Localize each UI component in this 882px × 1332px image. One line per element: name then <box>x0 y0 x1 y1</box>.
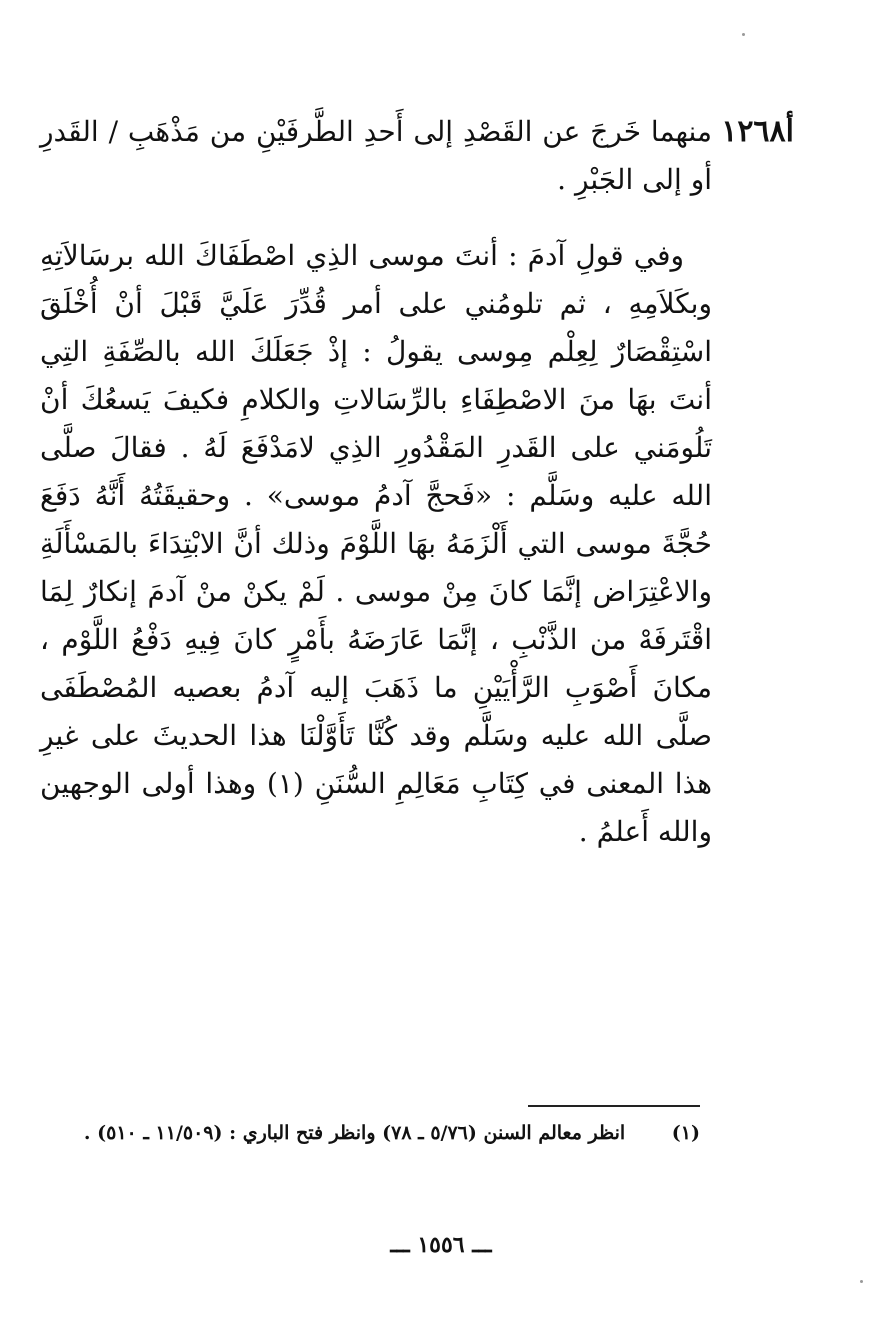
footnote-marker: (١) <box>671 1122 700 1144</box>
scan-speck <box>742 33 745 36</box>
scan-speck <box>860 1280 863 1283</box>
paragraph-2 <box>40 232 712 856</box>
footnote <box>50 1118 700 1148</box>
paragraph-1: منهما خَرجَ عن القَصْدِ إلى أَحدِ الطَّرفَيْنِ من مَذْهَبِ / القَدرِ أو إلى الجَبْرِ . <box>40 115 712 196</box>
footnote-text: انظر معالم السنن (٥/٧٦ ـ ٧٨) وانظر فتح الباري : (١١/٥٠٩ ـ ٥١٠) . <box>83 1122 626 1144</box>
page-number: ـــ ١٥٥٦ ـــ <box>390 1232 492 1258</box>
footnote-divider <box>528 1105 700 1107</box>
entry-number: أ١٢٦٨ <box>721 114 794 149</box>
main-text <box>40 108 712 856</box>
paragraph-2-text: وفي قولِ آدمَ : أنتَ موسى الذِي اصْطَفَاكَ الله برسَالاَتِهِ وبكَلاَمِهِ ، ثم تلومُني على أمر قُدِّرَ عَلَيَّ قَبْلَ أنْ أُخْلَقَ اسْتِقْصَارٌ لِعِلْم مِوسى يقولُ : إذْ جَعَلَكَ الله بالصِّفَةِ التِي أنتَ بهَا منَ الاصْطِفَاءِ بالرِّسَالاتِ والكلامِ فكيفَ يَسعُكَ أنْ تَلُومَني على القَدرِ المَقْدُورِ الذِي لامَدْفَعَ لَهُ . فقالَ صلَّى الله عليه وسَلَّم : «فَحجَّ آدمُ موسى» . وحقيقَتُهُ أَنَّهُ دَفَعَ حُجَّةَ موسى التي أَلْزَمَهُ بهَا اللَّوْمَ وذلك أنَّ الابْتِدَاءَ بالمَسْأَلَةِ والاعْتِرَاض إنَّمَا كانَ مِنْ موسى . لَمْ يكنْ منْ آدمَ إنكارٌ لِمَا اقْتَرفَهْ من الذَّنْبِ ، إنَّمَا عَارَضَهُ بأَمْرٍ كانَ فِيهِ دَفْعُ اللَّوْم ، مكانَ أَصْوَبِ الرَّأْيَيْنِ ما ذَهَبَ إليه آدمُ بعصيه المُصْطَفَى صلَّى الله عليه وسَلَّم وقد كُنَّا تَأَوَّلْنَا هذا الحديثَ على غيرِ هذا المعنى في كِتَابِ مَعَالِمِ السُّنَنِ (١) وهذا أولى الوجهين والله أَعلمُ . <box>40 239 712 848</box>
